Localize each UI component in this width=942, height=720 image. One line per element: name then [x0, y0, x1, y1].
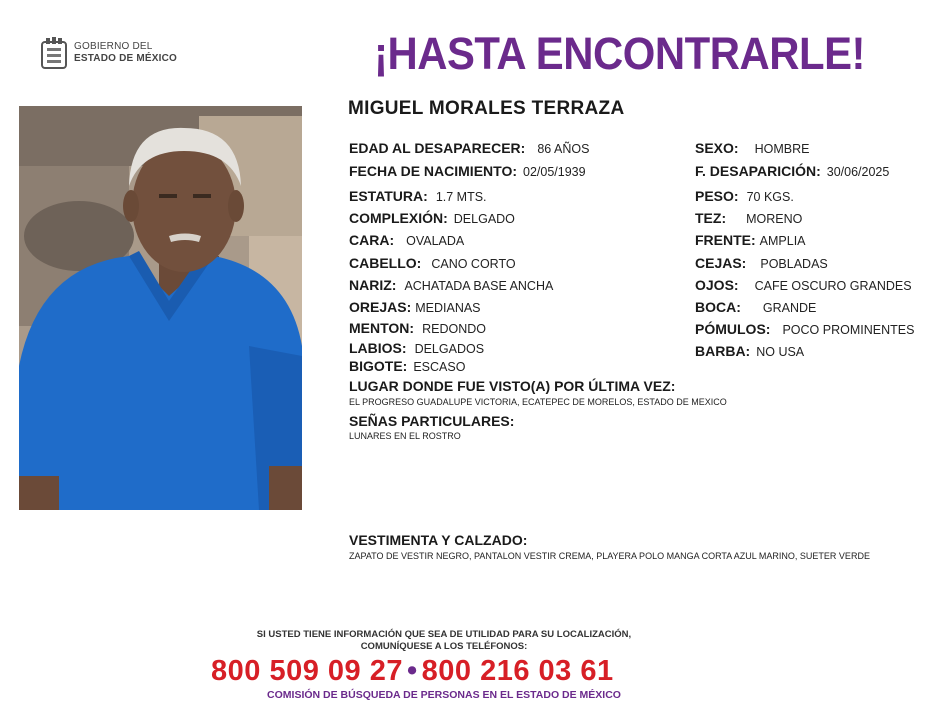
field-value: ACHATADA BASE ANCHA — [404, 279, 554, 293]
footer-info-line-1: SI USTED TIENE INFORMACIÓN QUE SEA DE UTILIDAD PARA SU LOCALIZACIÓN, — [256, 629, 632, 640]
field-value: HOMBRE — [754, 142, 810, 156]
marks-title: SEÑAS PARTICULARES: — [349, 413, 515, 429]
field-label: FRENTE: — [695, 232, 756, 248]
field-sexo — [695, 140, 809, 156]
field-cejas — [695, 255, 828, 271]
field-f-desaparicion — [695, 163, 889, 179]
field-estatura — [349, 188, 487, 204]
field-tez — [695, 210, 802, 226]
field-value: GRANDE — [762, 301, 817, 315]
field-cabello — [349, 255, 516, 271]
phone-numbers — [211, 655, 614, 688]
field-labios — [349, 340, 484, 356]
field-peso — [695, 188, 794, 204]
field-complexion — [349, 210, 515, 226]
field-label: CEJAS: — [695, 255, 747, 271]
commission-name — [0, 689, 942, 701]
marks-text: LUNARES EN EL ROSTRO — [349, 431, 461, 441]
clothing-title: VESTIMENTA Y CALZADO: — [349, 532, 528, 548]
field-value: 1.7 MTS. — [435, 190, 487, 204]
field-nariz — [349, 277, 553, 293]
coat-of-arms-icon — [40, 36, 68, 70]
clothing-text: ZAPATO DE VESTIR NEGRO, PANTALON VESTIR CREMA, PLAYERA POLO MANGA CORTA AZUL MARINO, SUETER VERDE — [349, 551, 870, 561]
field-value: MEDIANAS — [415, 301, 481, 315]
field-label: BOCA: — [695, 299, 741, 315]
government-logo — [40, 36, 177, 70]
field-value: DELGADO — [453, 212, 515, 226]
field-value: ESCASO — [413, 360, 466, 374]
person-photo — [19, 106, 302, 510]
commission-label: COMISIÓN DE BÚSQUEDA DE PERSONAS EN EL ESTADO DE MÉXICO — [267, 689, 621, 701]
field-value: POCO PROMINENTES — [782, 323, 915, 337]
field-value: OVALADA — [406, 234, 465, 248]
field-label: PÓMULOS: — [695, 321, 771, 337]
field-label: TEZ: — [695, 210, 727, 226]
field-value: DELGADOS — [414, 342, 485, 356]
logo-line-1: GOBIERNO DEL — [74, 41, 153, 52]
field-value: CANO CORTO — [431, 257, 516, 271]
field-label: CARA: — [349, 232, 395, 248]
field-fecha-nacimiento — [349, 163, 586, 179]
phone-number-2[interactable]: 800 216 03 61 — [421, 655, 614, 687]
field-value: 86 AÑOS — [537, 142, 590, 156]
field-label: LABIOS: — [349, 340, 407, 356]
headline: ¡HASTA ENCONTRARLE! — [374, 28, 865, 79]
phone-separator: • — [406, 655, 418, 687]
phone-number-1[interactable]: 800 509 09 27 — [211, 655, 403, 687]
logo-line-2: ESTADO DE MÉXICO — [74, 53, 178, 64]
field-boca — [695, 299, 816, 315]
field-label: EDAD AL DESAPARECER: — [349, 140, 526, 156]
field-ojos — [695, 277, 912, 293]
field-edad — [349, 140, 589, 156]
field-label: ESTATURA: — [349, 188, 428, 204]
field-value: REDONDO — [422, 322, 486, 336]
person-name: MIGUEL MORALES TERRAZA — [348, 98, 625, 119]
field-value: MORENO — [746, 212, 803, 226]
field-orejas — [349, 299, 481, 315]
field-value: 70 KGS. — [746, 190, 794, 204]
field-label: FECHA DE NACIMIENTO: — [349, 163, 517, 179]
field-value: AMPLIA — [759, 234, 806, 248]
last-seen-text: EL PROGRESO GUADALUPE VICTORIA, ECATEPEC DE MORELOS, ESTADO DE MEXICO — [349, 397, 727, 407]
field-value: CAFE OSCURO GRANDES — [754, 279, 912, 293]
field-frente — [695, 232, 806, 248]
field-label: PESO: — [695, 188, 739, 204]
field-label: BIGOTE: — [349, 358, 408, 374]
field-label: CABELLO: — [349, 255, 422, 271]
field-label: OREJAS: — [349, 299, 412, 315]
field-label: SEXO: — [695, 140, 739, 156]
field-label: NARIZ: — [349, 277, 397, 293]
field-value: POBLADAS — [760, 257, 828, 271]
field-label: OJOS: — [695, 277, 739, 293]
field-value: 02/05/1939 — [523, 165, 586, 179]
field-cara — [349, 232, 464, 248]
field-bigote — [349, 358, 465, 374]
field-label: BARBA: — [695, 343, 751, 359]
last-seen-title: LUGAR DONDE FUE VISTO(A) POR ÚLTIMA VEZ: — [349, 378, 676, 394]
footer-info-line-2: COMUNÍQUESE A LOS TELÉFONOS: — [360, 641, 528, 652]
footer-info — [0, 629, 942, 653]
field-label: F. DESAPARICIÓN: — [695, 163, 821, 179]
field-label: COMPLEXIÓN: — [349, 210, 448, 226]
field-value: 30/06/2025 — [826, 165, 890, 179]
field-label: MENTON: — [349, 320, 415, 336]
field-pomulos — [695, 321, 914, 337]
field-value: NO USA — [756, 345, 805, 359]
field-barba — [695, 343, 804, 359]
field-menton — [349, 320, 486, 336]
person-photo-illustration — [19, 106, 302, 510]
